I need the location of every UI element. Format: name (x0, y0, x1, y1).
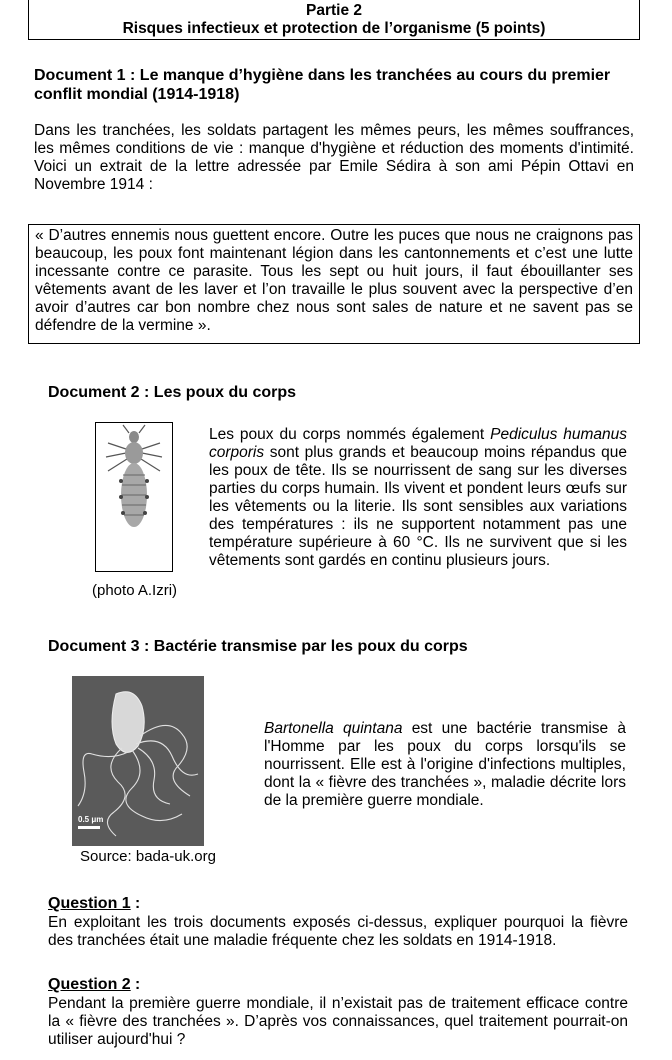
part-title: Partie 2 (305, 2, 362, 19)
scale-label: 0.5 μm (78, 815, 104, 824)
part-subtitle: Risques infectieux et protection de l’organisme (5 points) (122, 20, 546, 37)
bacteria-name: Bartonella quintana (264, 720, 403, 737)
photo-source: Source: bada-uk.org (80, 848, 216, 865)
doc3-text-end: est une bactérie transmise à l'Homme par les poux du corps lorsqu'ils se nourrissent. Elle est à l'origine d'infections multiples, dont la « fièvre des tranchées », maladie décrite lors de la première guerre mondiale. (264, 720, 626, 809)
document-1-title: Document 1 : Le manque d’hygiène dans les tranchées au cours du premier conflit mondial (1914-1918) (34, 67, 611, 103)
question-2-title: Question 2 (48, 976, 131, 993)
body-louse-photo (95, 422, 173, 572)
photo-caption: (photo A.Izri) (92, 582, 178, 599)
document-1-intro: Dans les tranchées, les soldats partagent les mêmes peurs, les mêmes souffrances, les mêmes conditions de vie : manque d'hygiène et réduction des moments d'intimité. Voici un extrait de la lettre adressée par Emile Sédira à son ami Pépin Ottavi en Novembre 1914 : (34, 122, 634, 193)
doc2-text-end: sont plus grands et beaucoup moins répandus que les poux de tête. Ils se nourrissent de sang sur les diverses parties du corps humain. Ils vivent et pondent leurs œufs sur les vêtements ou la literie. Ils sont sensibles aux variations des températures : ils ne supportent notamment pas une température supérieure à 60 °C. Ils ne survivent que si les vêtements sont gardés en continu plusieurs jours. (209, 444, 627, 569)
document-2-title: Document 2 : Les poux du corps (48, 384, 297, 401)
question-2-text: Pendant la première guerre mondiale, il n’existait pas de traitement efficace contre la « fièvre des tranchées ». D’après vos connaissances, quel traitement pourrait-on utiliser aujourd'hui ? (48, 995, 628, 1048)
document-2-text (209, 426, 627, 570)
document-3-text (264, 720, 626, 810)
doc2-text-start: Les poux du corps nommés également (209, 426, 491, 443)
letter-quote-box: « D’autres ennemis nous guettent encore. Outre les puces que nous ne craignons pas beaucoup, les poux font maintenant légion dans les cantonnements et c’est une lutte incessante contre ce parasite. Tous les sept ou huit jours, il faut ébouillanter ses vêtements avant de les laver et l’on travaille le plus souvent avec la perspective d’en avoir d’autres car bon nombre chez nous sont sales de nature et ne savent pas se défendre de la vermine ». (28, 224, 640, 344)
micrograph-image (72, 676, 204, 846)
question-1-text: En exploitant les trois documents exposés ci-dessus, expliquer pourquoi la fièvre des tranchées était une maladie fréquente chez les soldats en 1914-1918. (48, 914, 628, 949)
louse-illustration (96, 423, 172, 571)
bacteria-micrograph (72, 676, 204, 846)
question-2-heading: Question 2 : (48, 976, 141, 993)
species-name: Pediculus humanus corporis (209, 426, 628, 461)
question-1-title: Question 1 (48, 895, 131, 912)
question-1-heading: Question 1 : (48, 895, 141, 912)
document-3-title: Document 3 : Bactérie transmise par les poux du corps (48, 638, 468, 655)
part-header (28, 0, 640, 40)
